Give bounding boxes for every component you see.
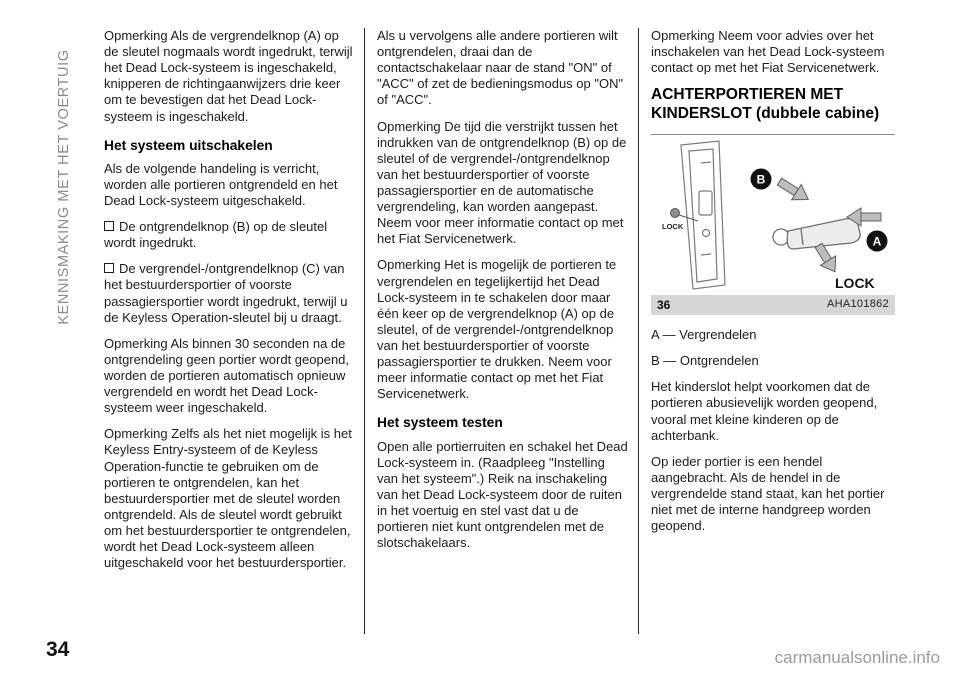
chapter-title-vertical: KENNISMAKING MET HET VOERTUIG [56,49,72,325]
section-heading: Het systeem uitschakelen [104,137,273,153]
figure-caption-bar [651,295,895,315]
bullet-square-icon [104,221,114,231]
bullet-text: De ontgrendelknop (B) op de sleutel wordt ingedrukt. [104,219,328,251]
column-2 [377,28,629,561]
section-heading: Het systeem testen [377,415,503,431]
section-heading-major: ACHTERPORTIEREN MET KINDERSLOT (dubbele cabine) [651,86,880,123]
column-1 [104,28,356,581]
note-paragraph: Opmerking Zelfs als het niet mogelijk is het Keyless Entry-systeem of de Keyless Operation-functie te gebruiken om de portieren te ontgrendelen, kan het bestuurdersportier met de sleutel worden ontgrendeld. Als de sleutel wordt gebruikt om het bestuurdersportier te ontgrendelen, wordt het Dead Lock-systeem alleen uitgeschakeld voor het bestuurdersportier. [104,426,352,571]
watermark: carmanualsonline.info [774,648,940,667]
key-icon [773,219,860,249]
lock-small-label: LOCK [662,222,684,232]
paragraph: Als u vervolgens alle andere portieren wilt ontgrendelen, draai dan de contactschakelaar naar de stand "ON" of "ACC" of zet de bedieningsmodus op "ON" of "ACC". [377,28,624,108]
figure-36 [651,134,895,315]
door-lock-illustration [651,135,895,295]
label-a-text: A [872,234,882,249]
bullet-text: De vergrendel-/ontgrendelknop (C) van het bestuurdersportier of voorste passagiersportier wordt ingedrukt, terwijl u de Keyless Operation-sleutel bij u draagt. [104,261,348,325]
page-number: 34 [46,638,70,661]
label-b-text: B [756,172,766,187]
column-3 [651,28,895,544]
column-divider [638,28,639,634]
paragraph: Open alle portierruiten en schakel het Dead Lock-systeem in. (Raadpleeg "Instelling van het systeem".) Reik na inschakeling van het Dead Lock-systeem door de ruiten in het voertuig en stel vast dat u de portieren niet kunt ontgrendelen met de slotschakelaars. [377,438,628,551]
figure-number: 36 [657,297,671,312]
legend-item: B — Ontgrendelen [651,353,759,369]
note-paragraph: Opmerking Als de vergrendelknop (A) op de sleutel nogmaals wordt ingedrukt, terwijl het Dead Lock-systeem is ingeschakeld, knipperen de richtingaanwijzers drie keer om te bevestigen dat het Dead Lock-systeem is ingeschakeld. [104,28,353,124]
arrow-b-icon [775,174,813,207]
paragraph: Het kinderslot helpt voorkomen dat de portieren abusievelijk worden geopend, vooral met kleine kinderen op de achterbank. [651,379,878,443]
bullet-item [104,219,356,251]
lock-knob [671,209,680,218]
paragraph: Op ieder portier is een hendel aangebracht. Als de hendel in de vergrendelde stand staat, kan het portier niet met de interne handgreep worden geopend. [651,453,885,534]
lock-large-label: LOCK [835,275,875,292]
note-paragraph: Opmerking Het is mogelijk de portieren te vergrendelen en tegelijkertijd het Dead Lock-systeem in te schakelen door maar één keer op de vergrendelknop (A) op de sleutel, of de vergrendel-/ontgrendelknop van het bestuurdersportier of voorste passagiersportier te drukken. Neem voor meer informatie contact op met het Fiat Servicenetwerk. [377,257,617,402]
bullet-square-icon [104,263,114,273]
figure-code: AHA101862 [826,298,889,311]
note-paragraph: Opmerking De tijd die verstrijkt tussen het indrukken van de ontgrendelknop (B) op de sleutel of de vergrendel-/ontgrendelknop van het bestuurdersportier of voorste passagiersportier en de automatische vergrendeling, kan worden aangepast. Neem voor meer informatie contact op met het Fiat Servicenetwerk. [377,118,627,247]
note-paragraph: Opmerking Neem voor advies over het inschakelen van het Dead Lock-systeem contact op met het Fiat Servicenetwerk. [651,28,885,76]
figure-art [651,135,895,295]
paragraph: Als de volgende handeling is verricht, worden alle portieren ontgrendeld en het Dead Lock-systeem uitgeschakeld. [104,160,338,208]
bullet-item [104,261,356,325]
column-divider [364,28,365,634]
legend-item: A — Vergrendelen [651,327,757,343]
note-paragraph: Opmerking Als binnen 30 seconden na de ontgrendeling geen portier wordt geopend, worden de portieren automatisch opnieuw vergrendeld en wordt het Dead Lock-systeem weer ingeschakeld. [104,335,350,416]
